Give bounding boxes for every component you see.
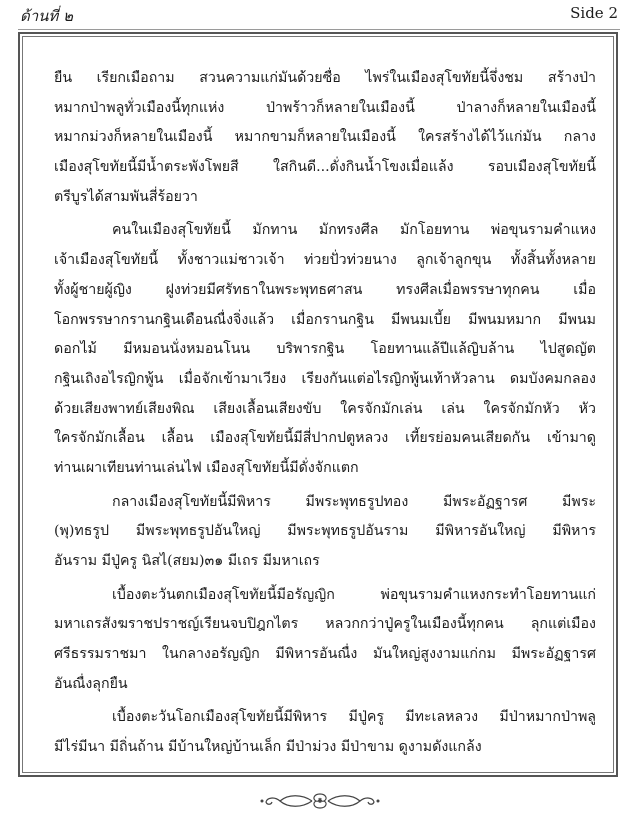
text-line: คนในเมืองสุโขทัยนี้ มักทาน มักทรงศีล มักโอยทาน พ่อขุนรามคำแหง: [112, 222, 596, 239]
text-line: ท่านเผาเทียนท่านเล่นไฟ เมืองสุโขทัยนี้มีดั่งจักแตก: [54, 459, 359, 476]
text-line: หมากม่วงก็หลายในเมืองนี้ หมากขามก็หลายในเมืองนี้ ใครสร้างได้ไว้แก่มัน กลาง: [54, 129, 596, 146]
text-line: อันราม มีปู่ครู นิสไ(สยม)๓๑ มีเถร มีมหาเถร: [54, 553, 320, 569]
text-line: หมากป่าพลูทั่วเมืองนี้ทุกแห่ง ป่าพร้าวก็หลายในเมืองนี้ ป่าลางก็หลายในเมืองนี้: [54, 99, 596, 116]
decorative-scroll-ornament: [258, 790, 382, 812]
text-line: กฐินเถิงอไรญิกพู้น เมื่อจักเข้ามาเวียง เรียงกันแต่อไรญิกพู้นเท้าหัวลาน ดมบังคมกลอง: [54, 370, 596, 387]
text-line: ทั้งผู้ชายผู้ญิง ฝูงท่วยมีศรัทธาในพระพุทธศาสน ทรงศีลเมื่อพรรษาทุกคน เมื่อ: [54, 281, 596, 298]
inscription-text-body: [54, 64, 596, 767]
paragraph: [54, 216, 596, 483]
page-side-label-english: Side 2: [570, 4, 618, 22]
text-line: มหาเถรสังฆราชปราชญ์เรียนจบปิฎกไตร หลวกกว่าปู่ครูในเมืองนี้ทุกคน ลุกแต่เมือง: [54, 616, 596, 633]
text-line: อันณื่งลุกยืน: [54, 675, 128, 692]
text-line: เจ้าเมืองสุโขทัยนี้ ทั้งชาวแม่ชาวเจ้า ท่วยปั่วท่วยนาง ลูกเจ้าลูกขุน ทั้งสิ้นทั้งหลาย: [54, 252, 596, 269]
text-line: มีไร่มีนา มีถิ่นถ้าน มีบ้านใหญ่บ้านเล็ก มีป่าม่วง มีป่าขาม ดูงามดังแกล้ง: [54, 739, 482, 756]
paragraph: [54, 488, 596, 577]
text-line: (พุ)ทธรูป มีพระพุทธรูปอันใหญ่ มีพระพุทธรูปอันราม มีพิหารอันใหญ่ มีพิหาร: [54, 523, 596, 540]
text-line: โอกพรรษากรานกฐินเดือนณื่งจิ่งแล้ว เมื่อกรานกฐิน มีพนมเบี้ย มีพนมหมาก มีพนม: [54, 311, 596, 328]
paragraph: [54, 581, 596, 700]
text-line: ด้วยเสียงพาทย์เสียงพิณ เสียงเลื้อนเสียงขับ ใครจักมักเล่น เล่น ใครจักมักหัว หัว: [54, 400, 596, 417]
text-line: เบื้องตะวันโอกเมืองสุโขทัยนี้มีพิหาร มีปู่ครู มีทะเลหลวง มีป่าหมากป่าพลู: [112, 709, 596, 726]
text-line: เบื้องตะวันตกเมืองสุโขทัยนี้มีอรัญญิก พ่อขุนรามคำแหงกระทำโอยทานแก่: [112, 586, 596, 603]
header-rule: [18, 29, 620, 30]
text-line: กลางเมืองสุโขทัยนี้มีพิหาร มีพระพุทธรูปทอง มีพระอัฏฐารศ มีพระ: [112, 493, 596, 510]
text-line: ยืน เรียกเมือถาม สวนความแก่มันด้วยซื่อ ไพร่ในเมืองสุโขทัยนี้จึ่งชม สร้างป่า: [54, 70, 596, 86]
paragraph: [54, 64, 596, 212]
text-line: ศรีธรรมราชมา ในกลางอรัญญิก มีพิหารอันณื่ง มันใหญ่สูงงามแก่กม มีพระอัฏฐารศ: [54, 646, 596, 663]
text-line: เมืองสุโขทัยนี้มีน้ำตระพังโพยสี ใสกินดี...ดั่งกินน้ำโขงเมื่อแล้ง รอบเมืองสุโขทัยนี้: [54, 159, 596, 176]
text-line: ดอกไม้ มีหมอนนั่งหมอนโนน บริพารกฐิน โอยทานแล้ปีแล้ญิบล้าน ไปสูดญัต: [54, 341, 596, 358]
paragraph: [54, 703, 596, 762]
text-line: ตรีบูรได้สามพันสี่ร้อยวา: [54, 188, 198, 205]
text-line: ใครจักมักเลื้อน เลื้อน เมืองสุโขทัยนี้มีสี่ปากปตูหลวง เที้ยรย่อมคนเสียดกัน เข้ามาดู: [54, 430, 596, 447]
page-side-label-thai: ด้านที่ ๒: [20, 7, 73, 25]
